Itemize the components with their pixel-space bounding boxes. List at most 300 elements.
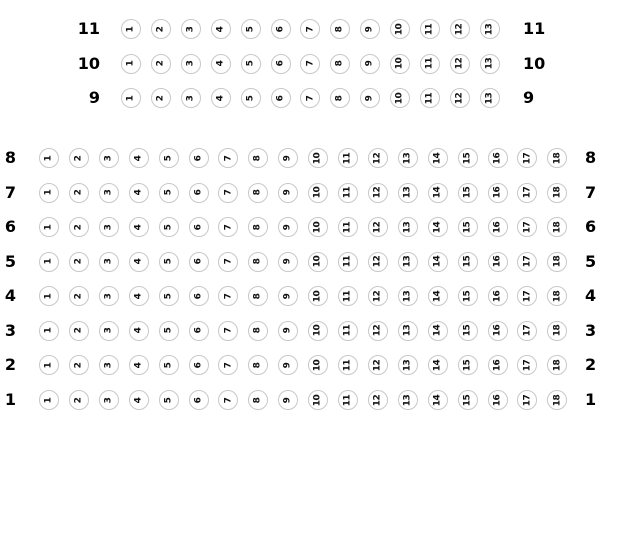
seat[interactable] [241, 19, 261, 39]
seat[interactable] [547, 355, 567, 375]
seat-number: 2 [73, 397, 84, 403]
seat[interactable] [99, 390, 119, 410]
seat[interactable] [338, 355, 358, 375]
seat[interactable] [121, 19, 141, 39]
seat[interactable] [480, 54, 500, 74]
seat[interactable] [189, 217, 209, 237]
seat-number: 3 [103, 155, 114, 161]
seat-number: 9 [282, 224, 293, 230]
seat[interactable] [69, 183, 89, 203]
seat[interactable] [121, 54, 141, 74]
seat-number: 8 [252, 258, 263, 265]
seat-number: 16 [492, 221, 502, 233]
seat-number: 6 [192, 189, 203, 196]
seat[interactable] [99, 148, 119, 168]
seat[interactable] [428, 390, 448, 410]
seat[interactable] [218, 148, 238, 168]
seat[interactable] [129, 321, 149, 341]
seat-number: 15 [462, 359, 473, 372]
seat[interactable] [39, 390, 59, 410]
seat-number: 10 [312, 325, 323, 337]
seat[interactable] [308, 183, 328, 203]
seat[interactable] [189, 355, 209, 375]
seat-number: 13 [402, 359, 413, 372]
seat-number: 8 [252, 155, 263, 161]
seat[interactable] [547, 148, 567, 168]
seat[interactable] [211, 54, 231, 74]
seat[interactable] [69, 148, 89, 168]
seat[interactable] [338, 286, 358, 306]
seat-number: 5 [245, 60, 256, 67]
seat[interactable] [99, 321, 119, 341]
seat[interactable] [308, 217, 328, 237]
seat[interactable] [398, 252, 418, 272]
seat-number: 17 [521, 221, 532, 233]
seat[interactable] [300, 54, 320, 74]
row-label-right: 1 [585, 390, 597, 409]
seat-number: 2 [155, 60, 166, 67]
seat[interactable] [151, 54, 171, 74]
seat[interactable] [517, 321, 537, 341]
seat[interactable] [271, 54, 291, 74]
seat-number: 7 [222, 328, 233, 334]
seat-number: 7 [222, 397, 233, 403]
row-label-right: 10 [523, 53, 546, 73]
seat[interactable] [248, 355, 268, 375]
seat[interactable] [241, 54, 261, 74]
seat-number: 18 [551, 359, 562, 372]
seat[interactable] [189, 252, 209, 272]
seat-number: 12 [372, 325, 383, 337]
seat[interactable] [159, 217, 179, 237]
seat-number: 6 [192, 155, 203, 161]
seat[interactable] [398, 390, 418, 410]
seat[interactable] [480, 88, 500, 108]
seat-number: 6 [192, 328, 203, 334]
seat-number: 12 [454, 23, 465, 35]
seat-number: 13 [484, 57, 495, 70]
seat-number: 5 [163, 397, 174, 403]
seat-number: 4 [133, 362, 144, 369]
seat-number: 12 [372, 186, 383, 199]
seat[interactable] [189, 321, 209, 341]
seat-number: 13 [484, 92, 495, 104]
seat[interactable] [368, 355, 388, 375]
seat[interactable] [547, 252, 567, 272]
seat-number: 1 [43, 293, 54, 300]
seat[interactable] [488, 217, 508, 237]
seat[interactable] [181, 19, 201, 39]
seat-number: 9 [282, 328, 293, 334]
seat[interactable] [271, 19, 291, 39]
seat[interactable] [218, 217, 238, 237]
seat[interactable] [458, 252, 478, 272]
seat[interactable] [368, 252, 388, 272]
seat[interactable] [248, 148, 268, 168]
seat-number: 5 [245, 95, 256, 101]
seat-number: 6 [274, 95, 285, 101]
seat[interactable] [99, 183, 119, 203]
seat[interactable] [330, 19, 350, 39]
seat[interactable] [278, 390, 298, 410]
seat[interactable] [218, 355, 238, 375]
seat[interactable] [368, 183, 388, 203]
seat[interactable] [368, 390, 388, 410]
seat[interactable] [458, 286, 478, 306]
seat[interactable] [458, 217, 478, 237]
seat[interactable] [360, 54, 380, 74]
row-label-left: 3 [4, 320, 16, 340]
seat-number: 8 [252, 362, 263, 369]
seat-number: 11 [342, 186, 353, 199]
seat-number: 17 [521, 186, 532, 199]
seat-number: 11 [342, 325, 353, 337]
seat[interactable] [398, 355, 418, 375]
seat[interactable] [338, 217, 358, 237]
seat[interactable] [129, 286, 149, 306]
seat[interactable] [129, 217, 149, 237]
seat-number: 15 [462, 255, 473, 268]
seat[interactable] [189, 183, 209, 203]
seat-number: 9 [282, 362, 293, 369]
seat-number: 7 [222, 189, 233, 196]
seat-number: 12 [372, 359, 383, 372]
seat[interactable] [450, 19, 470, 39]
seat-number: 18 [551, 325, 562, 337]
seat[interactable] [428, 286, 448, 306]
seat[interactable] [151, 88, 171, 108]
seat[interactable] [218, 321, 238, 341]
seat[interactable] [547, 217, 567, 237]
seat-number: 16 [492, 186, 502, 199]
seat-number: 1 [43, 397, 54, 403]
seat[interactable] [480, 19, 500, 39]
seat[interactable] [368, 286, 388, 306]
seat[interactable] [278, 183, 298, 203]
seat-number: 3 [103, 397, 114, 403]
seat-number: 18 [551, 394, 562, 406]
seat-number: 14 [432, 325, 443, 337]
seat[interactable] [428, 355, 448, 375]
seat[interactable] [488, 321, 508, 341]
seat[interactable] [547, 286, 567, 306]
seat[interactable] [308, 321, 328, 341]
seat[interactable] [129, 252, 149, 272]
seat-number: 4 [133, 258, 144, 265]
seat[interactable] [211, 88, 231, 108]
seat[interactable] [517, 390, 537, 410]
seat[interactable] [159, 252, 179, 272]
seat[interactable] [211, 19, 231, 39]
seat[interactable] [218, 183, 238, 203]
seat[interactable] [278, 286, 298, 306]
seat[interactable] [360, 19, 380, 39]
seat-number: 12 [372, 290, 383, 303]
seat[interactable] [69, 355, 89, 375]
seat[interactable] [248, 183, 268, 203]
seat-number: 5 [163, 293, 174, 300]
row-label-right: 5 [585, 251, 597, 271]
seat-number: 3 [185, 26, 196, 32]
seat-number: 7 [222, 224, 233, 230]
seat-number: 5 [163, 224, 174, 230]
seat[interactable] [121, 88, 141, 108]
seat-number: 5 [163, 362, 174, 369]
seat-number: 3 [185, 60, 196, 67]
seat[interactable] [248, 217, 268, 237]
seat-number: 5 [245, 26, 256, 32]
seat-number: 3 [185, 95, 196, 101]
seat[interactable] [189, 390, 209, 410]
seat[interactable] [488, 148, 508, 168]
seat-number: 8 [334, 60, 345, 67]
seat[interactable] [338, 390, 358, 410]
seat[interactable] [547, 183, 567, 203]
seat[interactable] [278, 252, 298, 272]
seat[interactable] [398, 217, 418, 237]
seat-number: 3 [103, 328, 114, 334]
row-label-left: 1 [4, 390, 16, 409]
seat[interactable] [218, 286, 238, 306]
seat[interactable] [420, 88, 440, 108]
seat-number: 18 [551, 152, 562, 164]
seat[interactable] [420, 54, 440, 74]
seat-number: 2 [73, 293, 84, 300]
seat-number: 3 [103, 258, 114, 265]
seat[interactable] [547, 321, 567, 341]
seat[interactable] [159, 355, 179, 375]
seat[interactable] [278, 321, 298, 341]
row-label-left: 4 [4, 286, 16, 306]
seat-number: 12 [372, 394, 383, 406]
seat[interactable] [517, 217, 537, 237]
seat[interactable] [241, 88, 261, 108]
seat-number: 7 [222, 293, 233, 300]
seat-number: 4 [133, 155, 144, 161]
seat[interactable] [420, 19, 440, 39]
seat-number: 6 [192, 362, 203, 369]
seat-number: 14 [432, 290, 443, 303]
seat[interactable] [189, 148, 209, 168]
seat-number: 17 [521, 255, 532, 268]
seat[interactable] [488, 183, 508, 203]
seat[interactable] [159, 183, 179, 203]
seat-number: 1 [43, 155, 54, 161]
seat[interactable] [450, 88, 470, 108]
seat-number: 9 [364, 95, 375, 101]
seat-number: 12 [454, 92, 465, 104]
seat[interactable] [458, 390, 478, 410]
seat-number: 16 [492, 255, 502, 268]
seat[interactable] [458, 355, 478, 375]
seat[interactable] [428, 183, 448, 203]
seat[interactable] [398, 148, 418, 168]
seat-number: 14 [432, 221, 443, 233]
seat[interactable] [278, 355, 298, 375]
seat[interactable] [159, 321, 179, 341]
seat-number: 11 [342, 359, 353, 372]
seat[interactable] [360, 88, 380, 108]
seat[interactable] [271, 88, 291, 108]
seat-number: 4 [133, 328, 144, 334]
seat-number: 1 [125, 60, 136, 67]
seat[interactable] [488, 252, 508, 272]
seat[interactable] [181, 54, 201, 74]
seat[interactable] [547, 390, 567, 410]
seat[interactable] [338, 183, 358, 203]
seat[interactable] [308, 148, 328, 168]
seat[interactable] [390, 88, 410, 108]
seat[interactable] [398, 183, 418, 203]
seat[interactable] [159, 286, 179, 306]
seat[interactable] [338, 148, 358, 168]
seat[interactable] [189, 286, 209, 306]
seat[interactable] [458, 321, 478, 341]
seat[interactable] [39, 148, 59, 168]
seat[interactable] [159, 390, 179, 410]
seat[interactable] [338, 321, 358, 341]
seat-number: 14 [432, 394, 443, 406]
seat[interactable] [129, 355, 149, 375]
seat[interactable] [99, 286, 119, 306]
seat-number: 6 [274, 26, 285, 32]
seat-number: 8 [252, 293, 263, 300]
row-label-right: 8 [585, 148, 597, 167]
seat[interactable] [129, 148, 149, 168]
seat-number: 10 [394, 92, 405, 104]
seat[interactable] [390, 54, 410, 74]
seat-number: 9 [282, 258, 293, 265]
seat-number: 8 [252, 189, 263, 196]
seat[interactable] [39, 252, 59, 272]
seat-number: 15 [462, 186, 473, 199]
row-label-left: 11 [77, 19, 100, 38]
seat[interactable] [151, 19, 171, 39]
seat-number: 16 [492, 290, 502, 303]
seat[interactable] [248, 321, 268, 341]
seat[interactable] [39, 355, 59, 375]
seat[interactable] [300, 88, 320, 108]
seat[interactable] [248, 252, 268, 272]
seat[interactable] [517, 252, 537, 272]
seat[interactable] [398, 286, 418, 306]
row-label-right: 9 [523, 88, 535, 107]
seat-number: 2 [73, 155, 84, 161]
seat[interactable] [248, 286, 268, 306]
seat[interactable] [99, 252, 119, 272]
seat[interactable] [330, 54, 350, 74]
seat-number: 10 [312, 359, 323, 372]
seat-number: 17 [521, 394, 532, 406]
seat[interactable] [517, 148, 537, 168]
seat[interactable] [69, 286, 89, 306]
seat[interactable] [488, 286, 508, 306]
seat[interactable] [517, 183, 537, 203]
seat[interactable] [308, 390, 328, 410]
seat[interactable] [428, 148, 448, 168]
seat-number: 13 [402, 394, 413, 406]
row-label-right: 4 [585, 286, 597, 306]
seat[interactable] [517, 355, 537, 375]
seat[interactable] [368, 321, 388, 341]
seat[interactable] [39, 286, 59, 306]
seat[interactable] [517, 286, 537, 306]
seat-number: 10 [312, 290, 323, 303]
seat[interactable] [129, 390, 149, 410]
seat[interactable] [159, 148, 179, 168]
seat[interactable] [39, 183, 59, 203]
seat-number: 2 [73, 224, 84, 230]
seat[interactable] [488, 390, 508, 410]
seat[interactable] [248, 390, 268, 410]
seat[interactable] [330, 88, 350, 108]
seat-number: 17 [521, 359, 532, 372]
seat[interactable] [39, 321, 59, 341]
row-label-left: 5 [4, 251, 16, 271]
seat[interactable] [69, 321, 89, 341]
seat-number: 1 [125, 95, 136, 101]
seat[interactable] [390, 19, 410, 39]
seat[interactable] [129, 183, 149, 203]
seat[interactable] [181, 88, 201, 108]
seat-number: 4 [133, 293, 144, 300]
seat[interactable] [218, 390, 238, 410]
seat-number: 7 [304, 95, 315, 101]
seat[interactable] [488, 355, 508, 375]
row-label-left: 8 [4, 148, 16, 167]
seat-number: 2 [73, 328, 84, 334]
seat[interactable] [99, 217, 119, 237]
seat[interactable] [458, 183, 478, 203]
seat-number: 14 [432, 152, 443, 164]
seat-number: 6 [274, 60, 285, 67]
seat-number: 4 [215, 26, 226, 32]
seat[interactable] [458, 148, 478, 168]
seat[interactable] [300, 19, 320, 39]
seat[interactable] [308, 252, 328, 272]
seat-number: 1 [43, 362, 54, 369]
seat[interactable] [428, 321, 448, 341]
seat[interactable] [39, 217, 59, 237]
seat[interactable] [308, 286, 328, 306]
seat[interactable] [428, 252, 448, 272]
seat[interactable] [428, 217, 448, 237]
seat-number: 4 [133, 224, 144, 230]
seat[interactable] [278, 217, 298, 237]
seat[interactable] [338, 252, 358, 272]
seat[interactable] [218, 252, 238, 272]
seat[interactable] [69, 252, 89, 272]
seat-number: 13 [402, 325, 413, 337]
seat-number: 11 [424, 92, 435, 104]
seat-number: 3 [103, 189, 114, 196]
seat[interactable] [368, 148, 388, 168]
seat[interactable] [398, 321, 418, 341]
seat[interactable] [99, 355, 119, 375]
seat-number: 4 [215, 95, 226, 101]
seat-number: 18 [551, 186, 562, 199]
seat-number: 16 [492, 359, 502, 372]
seat[interactable] [69, 390, 89, 410]
seat[interactable] [368, 217, 388, 237]
seat[interactable] [69, 217, 89, 237]
seat[interactable] [450, 54, 470, 74]
seat[interactable] [308, 355, 328, 375]
seat[interactable] [278, 148, 298, 168]
row-label-left: 9 [88, 88, 100, 107]
seat-number: 18 [551, 290, 562, 303]
seat-number: 10 [312, 186, 323, 199]
